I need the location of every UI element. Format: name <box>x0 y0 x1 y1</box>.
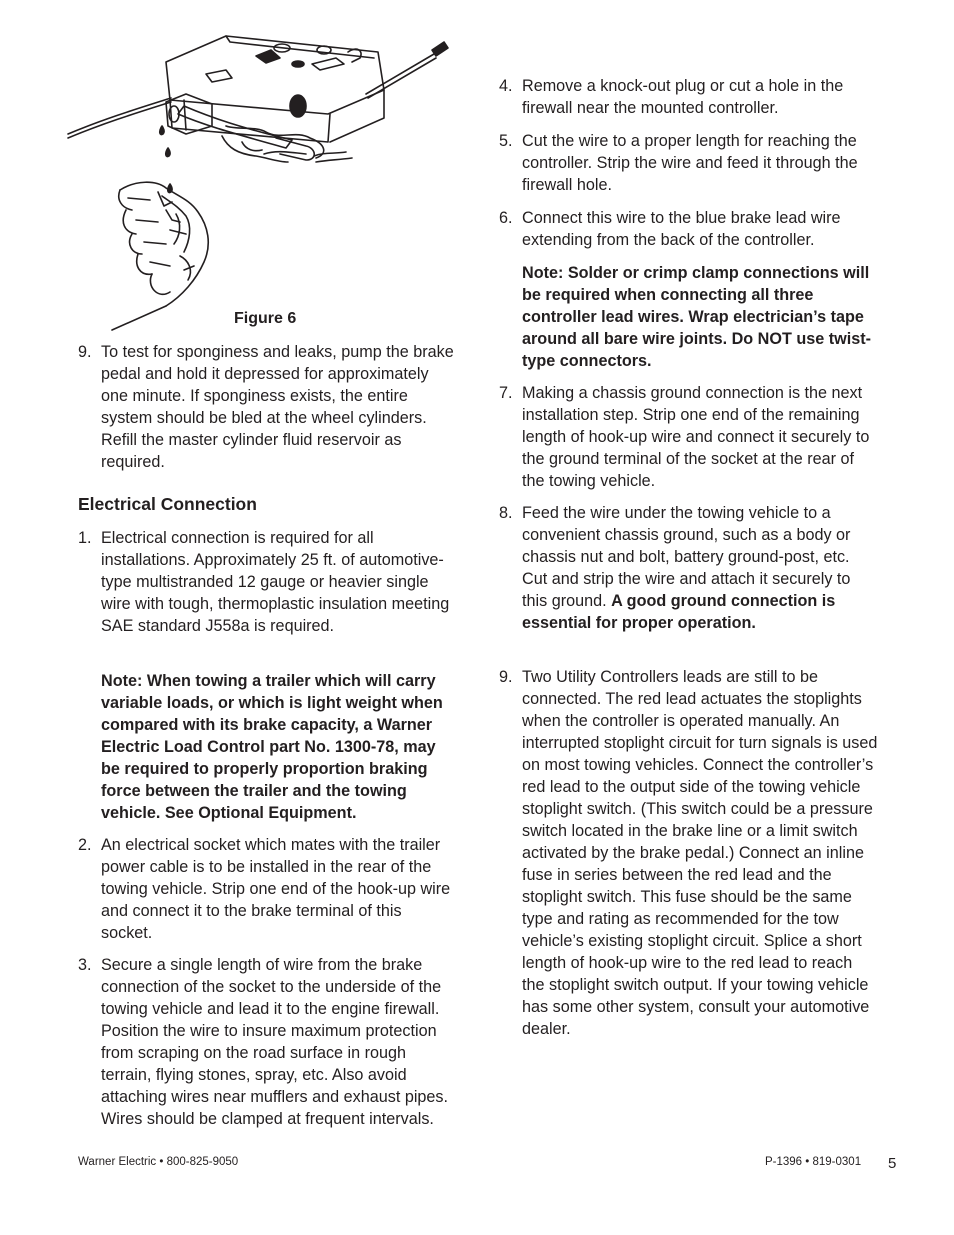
list-number: 5. <box>499 132 513 150</box>
figure-caption: Figure 6 <box>234 310 297 327</box>
list-item-7 <box>499 382 879 492</box>
section-heading-electrical-connection: Electrical Connection <box>78 494 257 514</box>
list-item-9-stoplight <box>499 666 879 1040</box>
list-text <box>522 502 879 634</box>
list-item-8 <box>499 502 879 634</box>
note-label: Note: <box>101 672 143 690</box>
list-text: Electrical connection is required for all installations. Approximately 25 ft. of automotive-type multistranded 12 gauge or heavier single wire with tough, thermoplastic insulation meeting SAE standard J558a is required. <box>101 529 450 635</box>
figure-6-illustration <box>66 30 456 350</box>
list-number: 6. <box>499 209 513 227</box>
list-number: 2. <box>78 836 92 854</box>
list-text: Connect this wire to the blue brake lead wire extending from the back of the controller. <box>522 209 841 249</box>
note-solder-connections: Note: Solder or crimp clamp connections will be required when connecting all three controller lead wires. Wrap electrician’s tape around all bare wire joints. Do NOT use twist-type connectors. <box>522 264 871 370</box>
list-item-3 <box>78 954 454 1130</box>
list-item-9-brake-test <box>78 341 454 473</box>
footer-part-number: P-1396 • 819-0301 <box>765 1156 862 1168</box>
list-number: 7. <box>499 384 513 402</box>
list-number: 1. <box>78 529 92 547</box>
note-load-control <box>101 670 457 824</box>
list-item-1 <box>78 527 454 637</box>
page-number: 5 <box>888 1155 897 1172</box>
list-text-plain: Feed the wire under the towing vehicle to a convenient chassis ground, such as a body or chassis nut and bolt, battery ground-post, etc. Cut and strip the wire and attach it securely to this ground. <box>522 504 851 610</box>
list-number: 9. <box>499 668 513 686</box>
note-text: When towing a trailer which will carry variable loads, or which is light weight when compared with its brake capacity, a Warner Electric Load Control part No. 1300-78, may be required to properly proportion braking force between the trailer and the towing vehicle. See Optional Equipment. <box>101 672 443 822</box>
list-item-5 <box>499 130 879 196</box>
list-number: 9. <box>78 343 92 361</box>
list-number: 8. <box>499 504 513 522</box>
list-text: Remove a knock-out plug or cut a hole in the firewall near the mounted controller. <box>522 77 844 117</box>
list-item-4 <box>499 75 879 119</box>
list-item-2 <box>78 834 454 944</box>
list-text: Secure a single length of wire from the brake connection of the socket to the underside of the towing vehicle and lead it to the engine firewall. Position the wire to insure maximum protection from scraping on the road surface in rough terrain, flying stones, spray, etc. Also avoid attaching wires near mufflers and exhaust pipes. Wires should be clamped at frequent intervals. <box>101 956 449 1128</box>
list-text: An electrical socket which mates with the trailer power cable is to be installed in the rear of the towing vehicle. Strip one end of the hook-up wire and connect it to the brake terminal of this socket. <box>101 836 451 942</box>
list-text: Cut the wire to a proper length for reaching the controller. Strip the wire and feed it through the firewall hole. <box>522 132 858 194</box>
list-text: Two Utility Controllers leads are still to be connected. The red lead actuates the stoplights when the controller is operated manually. An interrupted stoplight circuit for turn signals is used on most towing vehicles. Connect the controller’s red lead to the output side of the towing vehicle stoplight switch. (This switch could be a pressure switch located in the brake line or a limit switch activated by the brake pedal.) Connect an inline fuse in series between the red lead and the stoplight switch. This fuse should be the same type and rating as recommended for the tow vehicle’s existing stoplight circuit. Splice a short length of hook-up wire to the red lead to reach the stoplight switch output. If your towing vehicle has some other system, consult your automotive dealer. <box>522 668 878 1038</box>
list-number: 3. <box>78 956 92 974</box>
list-item-6 <box>499 207 879 251</box>
list-text-bold: A good ground connection is essential for proper operation. <box>522 592 836 632</box>
list-text: Making a chassis ground connection is the next installation step. Strip one end of the remaining length of hook-up wire and connect it securely to the ground terminal of the socket at the rear of the towing vehicle. <box>522 384 870 490</box>
footer-company: Warner Electric • 800-825-9050 <box>78 1156 239 1168</box>
list-text: To test for sponginess and leaks, pump the brake pedal and hold it depressed for approximately one minute. If sponginess exists, the entire system should be bled at the wheel cylinders. Refill the master cylinder fluid reservoir as required. <box>101 343 454 471</box>
list-number: 4. <box>499 77 513 95</box>
